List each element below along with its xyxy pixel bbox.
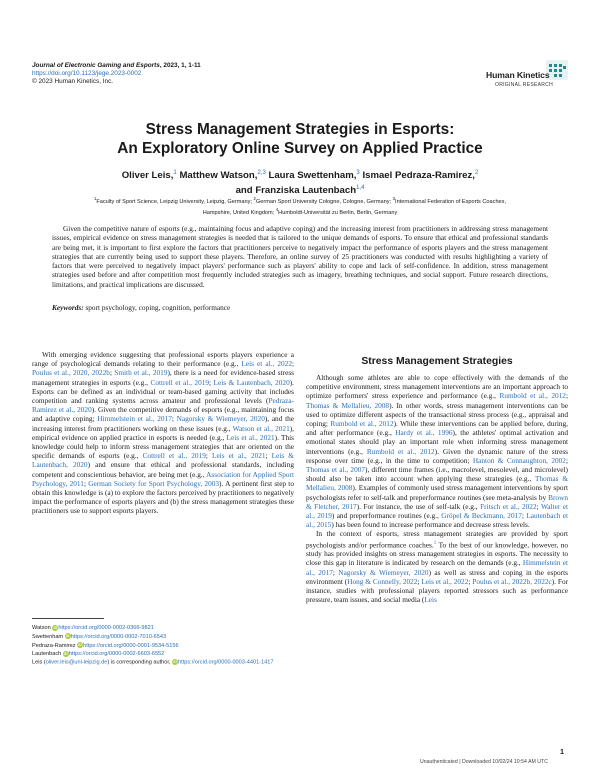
citation-link[interactable]: Hanton & Connaughton, 2002 [472, 455, 566, 465]
page-number: 1 [560, 747, 565, 756]
keywords [52, 303, 230, 312]
citation-link[interactable]: Pedraza-Ramirez et al., 2020 [32, 396, 294, 415]
affiliation-number: 1 [93, 196, 97, 201]
citation-link[interactable]: Walter et al., 2019 [306, 501, 568, 521]
copyright: © 2023 Human Kinetics, Inc. [32, 78, 114, 86]
citation-link[interactable]: Watson et al., 2021 [232, 423, 290, 433]
citation-link[interactable]: Gröpel & Beckmann, 2017 [441, 511, 522, 521]
author-name: Matthew Watson, [179, 170, 258, 182]
orcid-icon: iD [53, 625, 58, 630]
citation-link[interactable]: Lautenbach et al., 2015 [306, 511, 568, 530]
orcid-link[interactable]: https://orcid.org/0000-0002-7010-6543 [70, 633, 167, 640]
journal-title: Journal of Electronic Gaming and Esports [32, 62, 160, 69]
citation-link[interactable]: German Society for Sport Psychology, 2003 [88, 478, 220, 488]
footnote-divider [32, 618, 104, 619]
orcid-entry: Pedraza-Ramirez iDhttps://orcid.org/0000-0001-9534-5156 [32, 642, 179, 649]
title-line-2: An Exploratory Online Survey on Applied Practice [117, 140, 483, 157]
citation-link[interactable]: Leis et al., 2022 [241, 359, 292, 369]
body-paragraph: In the context of esports, stress management strategies are provided by sport psychologists and/or performance coaches.$^1$ To the best of our knowledge, however, no study has provided insights on stress management strategies in esports. The necessity to close this gap in literature is indicated by research on the demands (e.g., Himmelstein et al., 2017; Nagorsky & Wiemeyer, 2020) as well as stress and coping in the esports environment (Hong & Connelly, 2022; Leis et al., 2022; Poulus et al., 2022b, 2022c). For instance, studies with professional players reported stressors such as performance pressure, team issues, and social media (Leis [306, 529, 569, 605]
citation-link[interactable]: Himmelstein et al., 2017 [97, 414, 172, 424]
journal-details: , 2023, 1, 1-11 [159, 62, 201, 69]
citation-link[interactable]: Poulus et al., 2022b, 2022c [472, 576, 552, 586]
author-name: Franziska Lautenbach [255, 185, 357, 197]
citation-link[interactable]: Brown & Fletcher, 2017 [306, 492, 568, 511]
author-list [30, 167, 570, 197]
journal-info [32, 62, 201, 87]
author-affiliation-sup: 3 [356, 170, 360, 176]
publisher-logo [486, 58, 572, 98]
citation-link[interactable]: Rumbold et al., 2012 [330, 419, 394, 429]
citation-link[interactable]: Nagorsky & Wiemeyer, 2020 [176, 414, 265, 424]
citation-link[interactable]: Thomas & Mellalieu, 2008 [306, 474, 568, 493]
citation-link[interactable]: Leis [424, 595, 437, 605]
orcid-link[interactable]: https://orcid.org/0000-0003-4401-1417 [178, 659, 274, 666]
author-affiliation-sup: 2,3 [257, 170, 266, 176]
affiliation-text: Hampshire, United Kingdom; [202, 210, 276, 217]
orcid-entry: Watson iDhttps://orcid.org/0000-0002-0366-9821 [32, 625, 154, 631]
affiliation-text: Humboldt-Universität zu Berlin, Berlin, Germany [278, 210, 398, 217]
author-affiliation-sup: 2 [474, 170, 479, 176]
affiliation-number: 3 [392, 196, 396, 201]
citation-link[interactable]: Thomas & Mellalieu, 2008 [306, 400, 390, 410]
author-conjunction: and [235, 185, 253, 197]
orcid-icon: iD [64, 651, 68, 656]
body-paragraph: Although some athletes are able to cope effectively with the demands of the competitive environment, stress management interventions are an important approach to optimize performers' stress experience and performance (e.g., Rumbold et al., 2012; Thomas & Mellalieu, 2008). In other words, stress management interventions can be used to optimize different aspects of the transactional stress process (e.g., appraisal and coping; Rumbold et al., 2012). While these interventions can be applied before, during, and after performance (e.g., Hardy et al., 1996), the athletes' optimal activation and emotional states should play an important role when informing stress management interventions (e.g., Rumbold et al., 2012). Given the dynamic nature of the stress response over time (e.g., in the time to competition; Hanton & Connaughton, 2002; Thomas et al., 2007), different time frames (i.e., macrolevel, mesolevel, and microlevel) should also be taken into account when applying these strategies (e.g., Thomas & Mellalieu, 2008). Examples of commonly used stress management interventions by sport psychologists refer to self-talk and preperformance routines (see meta-analysis by Brown & Fletcher, 2017). For instance, the use of self-talk (e.g., Fritsch et al., 2022; Walter et al., 2019) and preperformance routines (e.g., Gröpel & Beckmann, 2017; Lautenbach et al., 2015) has been found to increase performance and decrease stress levels. [306, 373, 569, 530]
citation-link[interactable]: Himmelstein et al., 2017 [306, 558, 568, 577]
orcid-link[interactable]: https://orcid.org/0000-0002-0366-9821 [58, 625, 154, 631]
author-name: Oliver Leis, [121, 170, 174, 182]
affiliation-text: Faculty of Sport Science, Leipzig University, Leipzig, Germany; [96, 198, 254, 205]
citation-link[interactable]: Cottrell et al., 2019 [142, 451, 206, 461]
orcid-entry: Lautenbach iDhttps://orcid.org/0000-0002-6603-6552 [32, 651, 165, 658]
affiliation-number: 2 [253, 196, 256, 201]
abstract: Given the competitive nature of esports (e.g., maintaining focus and adaptive coping) and the increasing interest from practitioners in addressing stress management issues, empirical evidence on stress management strategies is needed that is tailored to the unique demands of esports. To ensure that ethical and professional standards are being met, it is important to first explore the factors that practitioners perceive to negatively impact the performance of esports players and the stress management strategies that are currently being used to support these players. Therefore, an online survey of 25 practitioners was conducted with results highlighting a variety of factors that were perceived to negatively impact players' performance such as players' ability to cope and lack of self-confidence. In addition, stress management strategies used before and after competition most frequently included strategies such as imagery, breathing techniques, and social support. Future research directions, limitations, and practical implications are discussed. [52, 224, 548, 289]
citation-link[interactable]: Leis et al., 2022 [421, 576, 469, 586]
citation-link[interactable]: Cottrell et al., 2019 [150, 377, 210, 387]
footnote-marker[interactable]: 1 [433, 540, 437, 546]
doi-link[interactable]: https://doi.org/10.1123/jege.2023-0002 [32, 70, 142, 78]
citation-link[interactable]: Association for Applied Sport Psychology, 2011 [32, 469, 294, 488]
download-watermark: Unauthenticated | Downloaded 10/02/24 10:54 AM UTC [420, 759, 548, 765]
title-line-1: Stress Management Strategies in Esports: [145, 121, 455, 138]
author-affiliation-sup: 1,4 [356, 185, 365, 192]
corresponding-author: Leis (oliver.leis@uni-leipzig.de) is corresponding author, iDhttps://orcid.org/0000-0003-4401-1417 [32, 659, 274, 666]
citation-link[interactable]: Hong & Connelly, 2022 [347, 576, 418, 586]
citation-link[interactable]: Nagorsky & Wiemeyer, 2020 [338, 567, 429, 577]
citation-link[interactable]: Leis et al., 2021 [226, 432, 275, 442]
stress-management-column [306, 373, 568, 605]
orcid-icon: iD [173, 660, 177, 665]
keywords-list: sport psychology, coping, cognition, performance [83, 303, 231, 312]
affiliation-text: German Sport University Cologne, Cologne, Germany; [255, 198, 393, 205]
article-type: ORIGINAL RESEARCH [495, 82, 553, 88]
orcid-icon: iD [65, 634, 70, 639]
orcid-entry: Swettenham iDhttps://orcid.org/0000-0002-7010-6543 [32, 633, 167, 640]
email-link[interactable]: oliver.leis@uni-leipzig.de [45, 659, 108, 666]
citation-link[interactable]: Hardy et al., 1996 [395, 428, 453, 438]
intro-column [32, 350, 294, 516]
affiliation-text: International Federation of Esports Coaches, [395, 198, 507, 205]
orcid-link[interactable]: https://orcid.org/0000-0001-9534-5156 [83, 642, 179, 649]
citation-link[interactable]: Rumbold et al., 2012 [499, 391, 566, 401]
author-footnotes [32, 624, 294, 667]
citation-link[interactable]: Rumbold et al., 2012 [366, 446, 435, 456]
article-title [30, 120, 570, 158]
orcid-link[interactable]: https://orcid.org/0000-0002-6603-6552 [68, 651, 165, 658]
citation-link[interactable]: Smith et al., 2019 [114, 368, 168, 378]
citation-link[interactable]: Thomas et al., 2007 [306, 465, 366, 475]
author-affiliation-sup: 1 [173, 170, 177, 176]
orcid-icon: iD [78, 643, 82, 648]
affiliation-number: 4 [275, 207, 279, 213]
author-name: Ismael Pedraza-Ramirez, [362, 170, 475, 182]
keywords-label: Keywords: [52, 303, 84, 312]
section-heading: Stress Management Strategies [361, 356, 513, 367]
citation-link[interactable]: Fritsch et al., 2022 [480, 501, 537, 511]
citation-link[interactable]: Leis & Lautenbach, 2020 [213, 377, 290, 387]
citation-link[interactable]: Poulus et al., 2020, 2022b [32, 368, 110, 378]
publisher-name: Human Kinetics [486, 70, 550, 80]
affiliations [50, 195, 550, 218]
author-name: Laura Swettenham, [268, 170, 357, 182]
citation-link[interactable]: Leis & Lautenbach, 2020 [32, 451, 294, 470]
citation-link[interactable]: Leis et al., 2021 [211, 451, 266, 461]
intro-paragraph: With emerging evidence suggesting that professional esports players experience a range of psychological demands relating to their performance (e.g., Leis et al., 2022; Poulus et al., 2020, 2022b; Smith et al., 2019), there is a need for evidence-based stress management strategies in esports (e.g., Cottrell et al., 2019; Leis & Lautenbach, 2020). Esports can be defined as an individual or team-based gaming activity that includes competition and ranking systems across amateur and professional levels (Pedraza-Ramirez et al., 2020). Given the competitive demands of esports (e.g., maintaining focus and adaptive coping; Himmelstein et al., 2017; Nagorsky & Wiemeyer, 2020), and the increasing interest from practitioners working on these issues (e.g., Watson et al., 2021), empirical evidence on applied practice in esports is needed (e.g., Leis et al., 2021). This knowledge could help to inform stress management strategies that are oriented on the specific demands of esports (e.g., Cottrell et al., 2019; Leis et al., 2021; Leis & Lautenbach, 2020) and ensure that ethical and professional standards, including competent and conscientious behavior, are being met (e.g., Association for Applied Sport Psychology, 2011; German Society for Sport Psychology, 2003). A pertinent first step to obtain this knowledge is (a) to explore the factors perceived by practitioners to negatively impact the performance of esports players and (b) the stress management strategies these practitioners use to support esports players. [32, 350, 295, 516]
